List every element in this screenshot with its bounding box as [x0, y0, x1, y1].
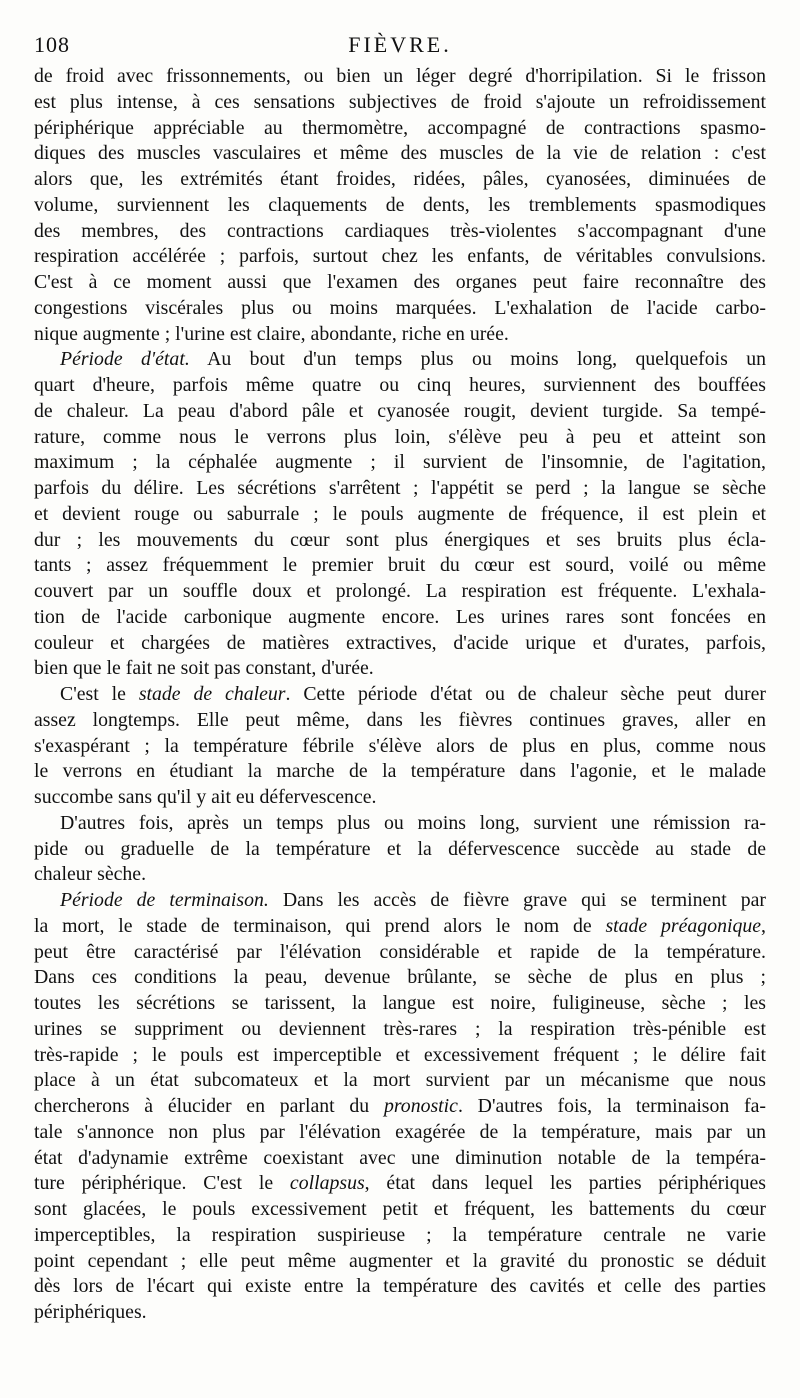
italic-term: stade de chaleur — [138, 683, 286, 705]
text-run: . D'autres fois, la terminaison fa- — [457, 1095, 767, 1117]
text-run: tants ; assez fréquemment le premier bruit du cœur est sourd, voilé ou même — [34, 554, 766, 577]
text-run: urines se suppriment ou deviennent très-rares ; la respiration très-pénible est — [34, 1017, 766, 1040]
text-run: parfois du délire. Les sécrétions s'arrêtent ; l'appétit se perd ; la langue se sèche — [34, 477, 766, 499]
text-line — [34, 785, 766, 811]
text-line — [34, 631, 766, 657]
text-line — [34, 553, 766, 579]
text-run: état d'adynamie extrême coexistant avec une diminution notable de la tempéra- — [34, 1146, 766, 1169]
text-line — [34, 270, 766, 296]
italic-term: collapsus — [289, 1172, 365, 1195]
italic-term: stade préagonique — [605, 914, 762, 937]
text-line — [34, 579, 766, 605]
text-run: dès lors de l'écart qui existe entre la température des cavités et celle des parties — [34, 1275, 766, 1298]
text-line — [34, 502, 766, 528]
text-run: alors que, les extrémités étant froides, ridées, pâles, cyanosées, diminuées de — [34, 168, 766, 190]
text-line — [34, 837, 766, 863]
text-line — [34, 1068, 766, 1094]
text-line — [34, 64, 766, 90]
italic-term: Période d'état. — [60, 348, 190, 371]
text-line — [34, 1094, 766, 1120]
text-run: s'exaspérant ; la température fébrile s'élève alors de plus en plus, comme nous — [34, 734, 766, 757]
text-run: tion de l'acide carbonique augmente encore. Les urines rares sont foncées en — [34, 605, 766, 628]
text-line — [34, 1017, 766, 1043]
text-run: assez longtemps. Elle peut même, dans les fièvres continues graves, aller en — [34, 708, 766, 731]
text-run: tale s'annonce non plus par l'élévation exagérée de la température, mais par un — [34, 1120, 766, 1143]
italic-term: pronostic — [383, 1095, 458, 1117]
text-line — [34, 682, 766, 708]
paragraph — [34, 347, 766, 682]
text-line — [34, 193, 766, 219]
text-line — [34, 347, 766, 373]
text-run: Dans ces conditions la peau, devenue brûlante, se sèche de plus en plus ; — [34, 966, 766, 989]
text-run: de chaleur. La peau d'abord pâle et cyanosée rougit, devient turgide. Sa tempé- — [34, 399, 766, 422]
text-run: sont glacées, le pouls excessivement petit et fréquent, les battements du cœur — [34, 1198, 766, 1220]
text-line — [34, 1249, 766, 1275]
text-run: toutes les sécrétions se tarissent, la langue est noire, fuligineuse, sèche ; les — [34, 992, 766, 1014]
text-run: succombe sans qu'il y ait eu défervescence. — [34, 786, 377, 808]
paragraph — [34, 682, 766, 811]
italic-term: Période de terminaison. — [60, 889, 269, 911]
text-line — [34, 656, 766, 682]
text-line — [34, 1120, 766, 1146]
text-line — [34, 450, 766, 476]
text-run: nique augmente ; l'urine est claire, abondante, riche en urée. — [34, 322, 509, 345]
text-run: quart d'heure, parfois même quatre ou cinq heures, surviennent des bouffées — [34, 374, 766, 396]
paragraph — [34, 811, 766, 888]
body-text — [34, 64, 766, 1326]
text-line — [34, 219, 766, 245]
text-line — [34, 1043, 766, 1069]
text-line — [34, 425, 766, 451]
text-line — [34, 734, 766, 760]
text-run: des membres, des contractions cardiaques très-violentes s'accompagnant d'une — [34, 219, 766, 242]
text-run: chaleur sèche. — [34, 863, 147, 886]
text-run: . Cette période d'état ou de chaleur sèche peut durer — [285, 683, 766, 705]
text-line — [34, 1223, 766, 1249]
text-line — [34, 90, 766, 116]
text-run: respiration accélérée ; parfois, surtout chez les enfants, de véritables convulsions. — [34, 245, 766, 268]
text-run: couleur et chargées de matières extractives, d'acide urique et d'urates, parfois, — [34, 631, 766, 654]
text-line — [34, 1197, 766, 1223]
text-line — [34, 914, 766, 940]
text-run: C'est le — [60, 683, 139, 705]
text-line — [34, 476, 766, 502]
text-line — [34, 141, 766, 167]
text-line — [34, 399, 766, 425]
text-line — [34, 296, 766, 322]
text-line — [34, 1274, 766, 1300]
text-line — [34, 373, 766, 399]
text-run: , état dans lequel les parties périphériques — [364, 1172, 766, 1195]
text-run: volume, surviennent les claquements de dents, les tremblements spasmodiques — [34, 193, 766, 216]
text-line — [34, 991, 766, 1017]
text-line — [34, 965, 766, 991]
text-run: diques des muscles vasculaires et même des muscles de la vie de relation : c'est — [34, 142, 766, 165]
text-line — [34, 862, 766, 888]
text-line — [34, 605, 766, 631]
page-header — [34, 28, 766, 64]
text-line — [34, 322, 766, 348]
text-run: point cependant ; elle peut même augmenter et la gravité du pronostic se déduit — [34, 1249, 766, 1272]
text-line — [34, 1300, 766, 1326]
text-line — [34, 1146, 766, 1172]
paragraph — [34, 888, 766, 1326]
text-run: peut être caractérisé par l'élévation considérable et rapide de la température. — [34, 940, 766, 963]
text-line — [34, 167, 766, 193]
page-number: 108 — [34, 32, 70, 57]
text-line — [34, 528, 766, 554]
text-run: chercherons à élucider en parlant du — [34, 1095, 384, 1117]
text-run: rature, comme nous le verrons plus loin, s'élève peu à peu et atteint son — [34, 425, 766, 448]
paragraph — [34, 64, 766, 347]
text-run: le verrons en étudiant la marche de la température dans l'agonie, et le malade — [34, 760, 766, 783]
text-line — [34, 1171, 766, 1197]
text-run: imperceptibles, la respiration suspirieuse ; la température centrale ne varie — [34, 1223, 766, 1246]
text-line — [34, 116, 766, 142]
text-line — [34, 811, 766, 837]
text-run: et devient rouge ou saburrale ; le pouls augmente de fréquence, il est plein et — [34, 502, 766, 525]
text-line — [34, 888, 766, 914]
text-run: la mort, le stade de terminaison, qui prend alors le nom de — [34, 914, 606, 937]
text-run: très-rapide ; le pouls est imperceptible et excessivement fréquent ; le délire fait — [34, 1043, 766, 1066]
text-run: maximum ; la céphalée augmente ; il survient de l'insomnie, de l'agitation, — [34, 451, 766, 474]
text-run: D'autres fois, après un temps plus ou moins long, survient une rémission ra- — [60, 811, 766, 834]
text-line — [34, 759, 766, 785]
text-line — [34, 708, 766, 734]
text-run: C'est à ce moment aussi que l'examen des organes peut faire reconnaître des — [34, 271, 766, 293]
text-run: congestions viscérales plus ou moins marquées. L'exhalation de l'acide carbo- — [34, 296, 766, 319]
text-run: dur ; les mouvements du cœur sont plus énergiques et ses bruits plus écla- — [34, 528, 766, 551]
text-run: ture périphérique. C'est le — [34, 1172, 290, 1195]
text-run: bien que le fait ne soit pas constant, d'urée. — [34, 657, 374, 680]
text-run: de froid avec frissonnements, ou bien un léger degré d'horripilation. Si le frisson — [34, 65, 766, 87]
text-line — [34, 940, 766, 966]
text-run: périphérique appréciable au thermomètre, accompagné de contractions spasmo- — [34, 116, 766, 139]
running-title: FIÈVRE. — [348, 32, 452, 57]
text-run: Au bout d'un temps plus ou moins long, quelquefois un — [189, 348, 766, 371]
text-run: Dans les accès de fièvre grave qui se terminent par — [268, 889, 766, 911]
text-run: pide ou graduelle de la température et la défervescence succède au stade de — [34, 837, 766, 860]
text-run: place à un état subcomateux et la mort survient par un mécanisme que nous — [34, 1069, 766, 1092]
text-run: est plus intense, à ces sensations subjectives de froid s'ajoute un refroidissement — [34, 90, 766, 113]
text-line — [34, 244, 766, 270]
text-run: couvert par un souffle doux et prolongé. La respiration est fréquente. L'exhala- — [34, 580, 766, 602]
text-run: , — [761, 914, 766, 937]
text-run: périphériques. — [34, 1301, 147, 1323]
